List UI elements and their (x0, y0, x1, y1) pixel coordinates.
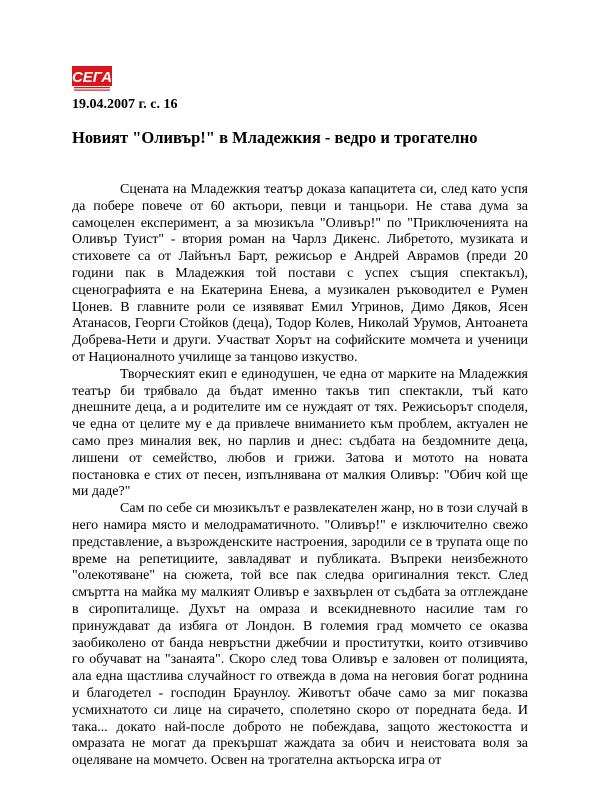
article-paragraph-3: Сам по себе си мюзикълът е развлекателен жанр, но в този случай в него намира място и мелодраматичното. "Оливър!" е изключително свежо представление, а възрожденските настроения, зародили се в трупата още по време на репетициите, завладяват и публиката. Въпреки неизбежното "олекотяване" на сюжета, той все пак следва оригиналния текст. След смъртта на майка му малкият Оливър е захвърлен от съдбата за отглеждане в сиропиталище. Духът на омраза и всекидневното насилие там го принуждават да избяга от Лондон. В големия град момчето се оказва заобиколено от банда невръстни джебчии и проститутки, които отзивчиво го обучават на "занаята". Скоро след това Оливър е заловен от полицията, ала една щастлива случайност го отвежда в дома на неговия богат роднина и благодетел - господин Браунлоу. Животът обаче само за миг показва усмихнатото си лице на сирачето, сполетяно скоро от поредната беда. И така... докато най-после доброто не побеждава, защото жестокостта и омразата не могат да прекършат жаждата за обич и неистовата воля за оцеляване на момчето. Освен на трогателна актьорска игра от (72, 501, 528, 769)
logo-wordmark: СЕГА (72, 69, 112, 86)
article-body (72, 182, 528, 770)
publication-dateline: 19.04.2007 г. с. 16 (72, 97, 178, 112)
sega-logo (72, 66, 112, 92)
article-headline: Новият "Оливър!" в Младежкия - ведро и трогателно (72, 128, 478, 147)
sega-logo-icon (72, 66, 112, 92)
article-paragraph-1: Сцената на Младежкия театър доказа капацитета си, след като успя да побере повече от 60 актьори, певци и танцьори. Не става дума за самоцелен експеримент, а за мюзикъла "Оливър!" по "Приключенията на Оливър Туист" - втория роман на Чарлз Дикенс. Либретото, музиката и стиховете са от Лайънъл Барт, режисьор е Андрей Аврамов (преди 20 години пак в Младежкия той постави с успех същия спектакъл), сценографията е на Екатерина Енева, а музикален ръководител е Румен Цонев. В главните роли се изявяват Емил Угринов, Димо Дяков, Ясен Атанасов, Георги Стойков (деца), Тодор Колев, Николай Урумов, Антоанета Добрева-Нети и други. Участват Хорът на софийските момчета и ученици от Националното училище за танцово изкуство. (72, 182, 528, 365)
article-paragraph-2: Творческият екип е единодушен, че една от марките на Младежкия театър би трябвало да бъдат именно такъв тип спектакли, тъй като днешните деца, а и родителите им се нуждаят от тях. Режисьорът споделя, че една от целите му е да привлече вниманието към проблем, актуален не само през миналия век, но парлив и днес: съдбата на бездомните деца, лишени от семейство, любов и грижи. Затова и мотото на новата постановка е стих от песен, изпълнявана от малкия Оливър: "Обич кой ще ми даде?" (72, 366, 528, 500)
